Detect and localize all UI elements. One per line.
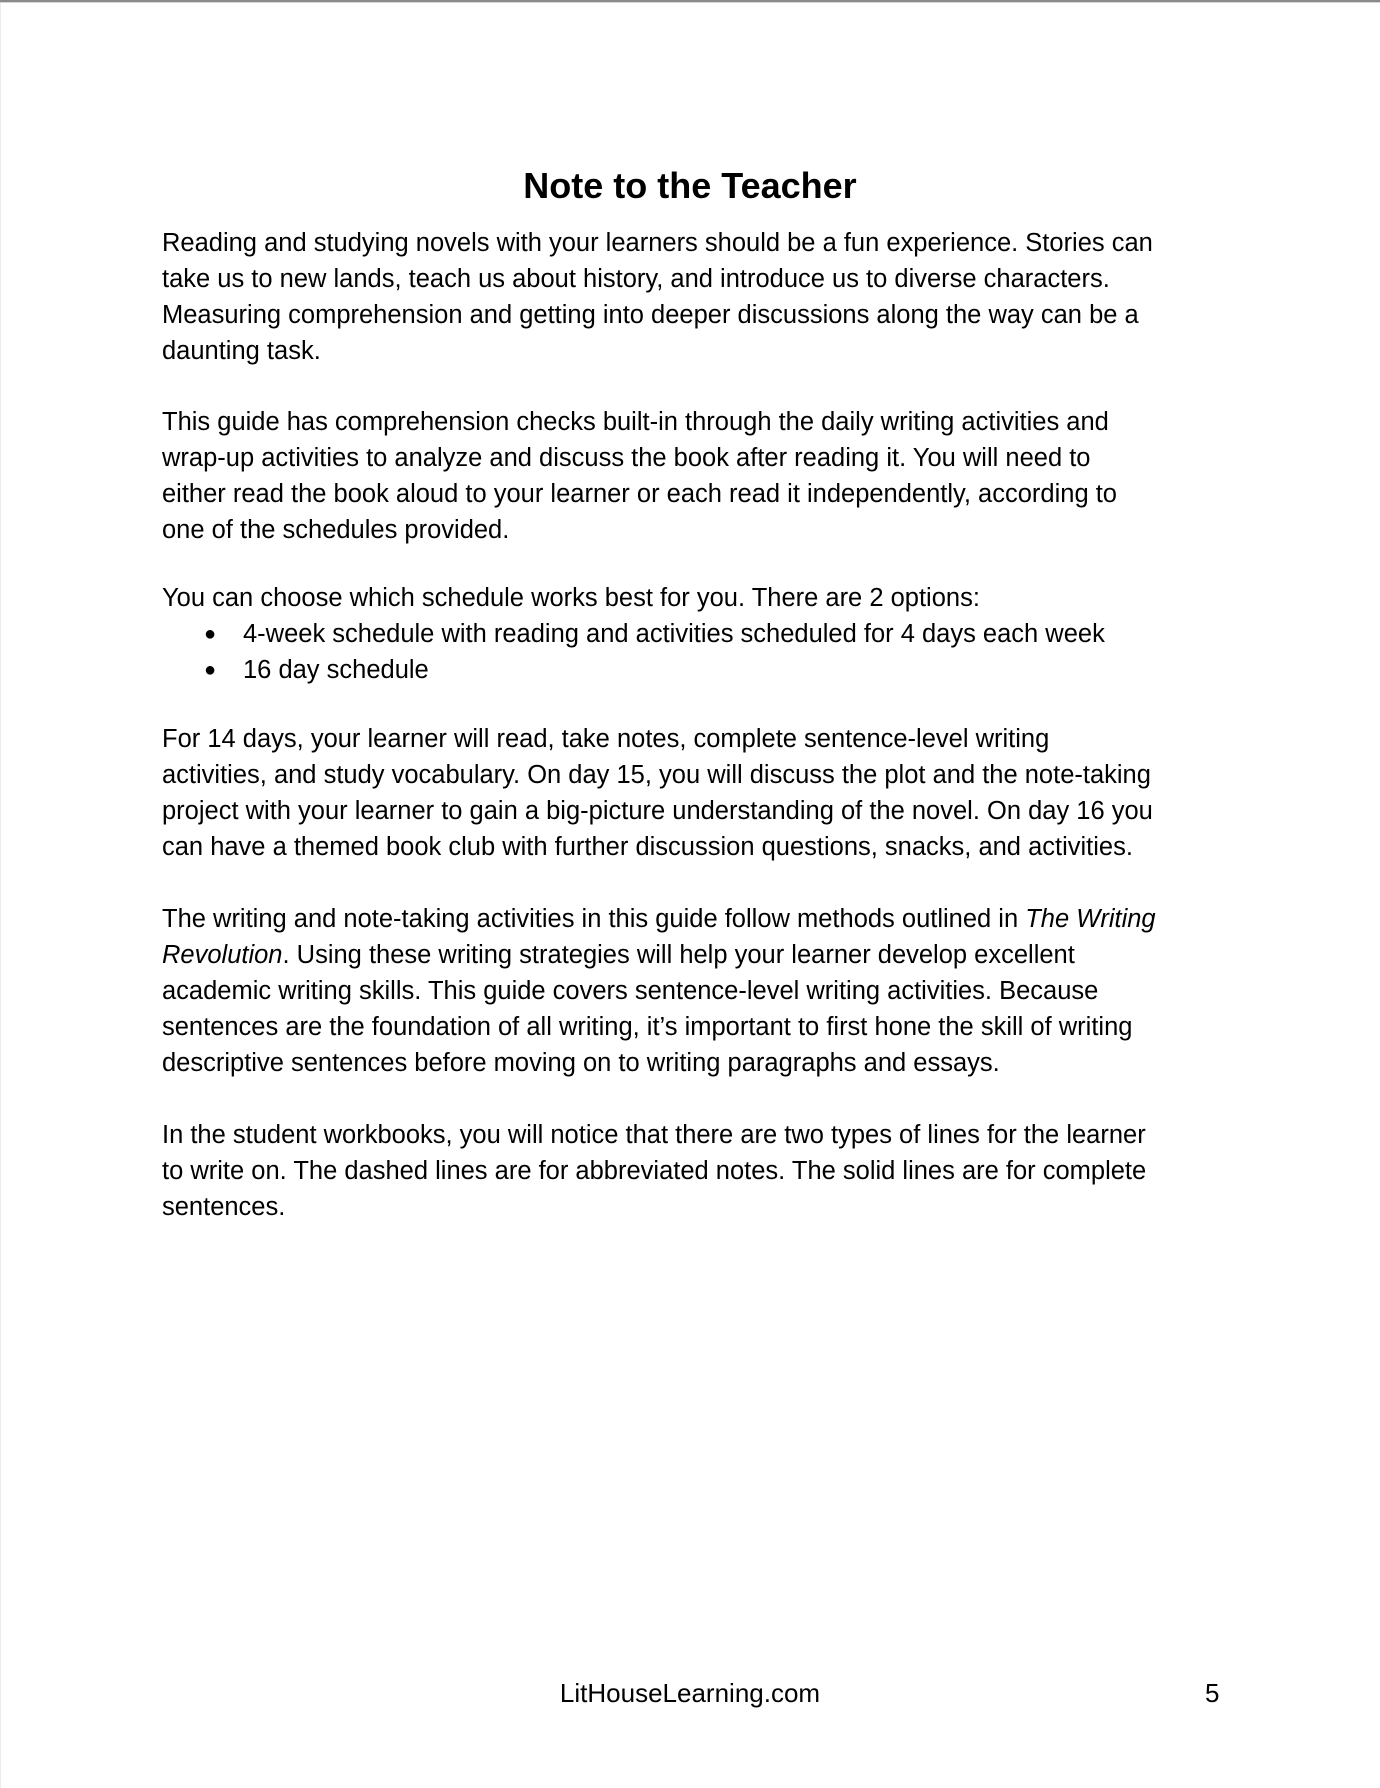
page-title: Note to the Teacher bbox=[523, 165, 857, 206]
paragraph-workbook-lines bbox=[162, 1117, 1242, 1225]
page-top-border-shadow bbox=[0, 2, 1380, 3]
text-segment: . Using these writing strategies will help your learner develop excellent bbox=[282, 941, 1075, 969]
book-title: The Writing bbox=[1025, 905, 1156, 933]
text-line: sentences are the foundation of all writing, it’s important to first hone the skill of writing bbox=[162, 1013, 1133, 1041]
text-line: Measuring comprehension and getting into deeper discussions along the way can be a bbox=[162, 301, 1139, 329]
text-segment: The writing and note-taking activities in this guide follow methods outlined in bbox=[162, 905, 1026, 933]
paragraph-daily-plan bbox=[162, 721, 1242, 865]
text-line: Reading and studying novels with your learners should be a fun experience. Stories can bbox=[162, 229, 1153, 257]
page-left-edge bbox=[0, 3, 1, 1788]
list-item-text: 4-week schedule with reading and activities scheduled for 4 days each week bbox=[243, 620, 1105, 648]
text-line: wrap-up activities to analyze and discuss the book after reading it. You will need to bbox=[162, 444, 1091, 472]
paragraph-schedule-options bbox=[162, 580, 1242, 616]
text-line: descriptive sentences before moving on to writing paragraphs and essays. bbox=[162, 1049, 1000, 1077]
text-line: In the student workbooks, you will notice that there are two types of lines for the learner bbox=[162, 1121, 1146, 1149]
list-item-text: 16 day schedule bbox=[243, 656, 429, 684]
list-item bbox=[162, 652, 1242, 688]
paragraph-comprehension bbox=[162, 404, 1242, 548]
text-line bbox=[162, 937, 1242, 973]
bullet-icon: ● bbox=[204, 623, 217, 645]
text-line: For 14 days, your learner will read, take notes, complete sentence-level writing bbox=[162, 725, 1050, 753]
schedule-options-list bbox=[162, 616, 1242, 688]
page-number: 5 bbox=[1205, 1678, 1220, 1708]
text-line: project with your learner to gain a big-picture understanding of the novel. On day 16 you bbox=[162, 797, 1153, 825]
text-line: one of the schedules provided. bbox=[162, 516, 510, 544]
paragraph-writing-revolution bbox=[162, 901, 1242, 1081]
bullet-icon: ● bbox=[204, 659, 217, 681]
list-item bbox=[162, 616, 1242, 652]
text-line: can have a themed book club with further discussion questions, snacks, and activities. bbox=[162, 833, 1133, 861]
paragraph-intro bbox=[162, 225, 1242, 369]
footer-website: LitHouseLearning.com bbox=[559, 1678, 821, 1708]
text-line: This guide has comprehension checks built-in through the daily writing activities and bbox=[162, 408, 1109, 436]
text-line: sentences. bbox=[162, 1193, 286, 1221]
text-line: activities, and study vocabulary. On day 15, you will discuss the plot and the note-taking bbox=[162, 761, 1151, 789]
text-line: academic writing skills. This guide covers sentence-level writing activities. Because bbox=[162, 977, 1099, 1005]
text-line: daunting task. bbox=[162, 337, 321, 365]
text-line: either read the book aloud to your learner or each read it independently, according to bbox=[162, 480, 1117, 508]
text-line: take us to new lands, teach us about history, and introduce us to diverse characters. bbox=[162, 265, 1110, 293]
text-line bbox=[162, 901, 1242, 937]
text-line: to write on. The dashed lines are for abbreviated notes. The solid lines are for complete bbox=[162, 1157, 1147, 1185]
book-title: Revolution bbox=[162, 941, 283, 969]
text-line: You can choose which schedule works best for you. There are 2 options: bbox=[162, 584, 980, 612]
